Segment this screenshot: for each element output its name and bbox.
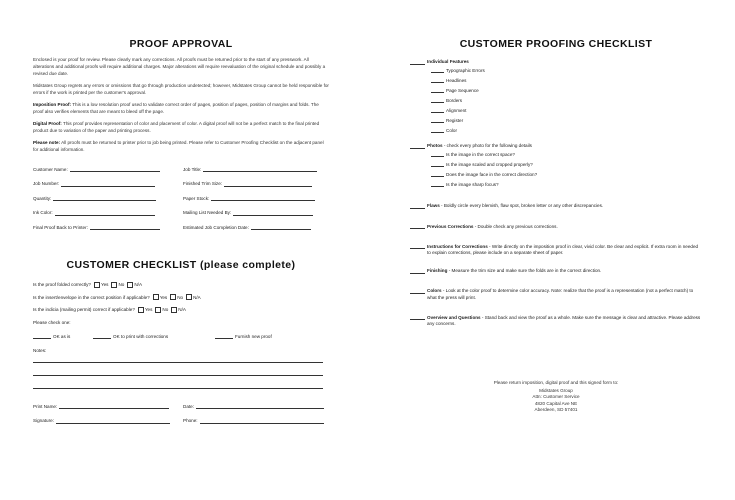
list-item: Is the image in the correct space?	[431, 149, 702, 159]
job-field-row	[33, 210, 329, 225]
digital-paragraph	[33, 120, 329, 134]
check-blank[interactable]	[431, 152, 444, 158]
check-blank[interactable]	[431, 87, 444, 93]
return-lead: Please return imposition, digital proof and this signed form to:	[493, 380, 619, 385]
list-item: Is the image scaled and cropped properly?	[431, 159, 702, 169]
note-paragraph	[33, 139, 329, 153]
instructions-item: Instructions for Corrections - Write directly on the imposition proof in clear, vivid color. Be clear and explicit. If extra room in needed to explain corrections, please include on a separate sheet of paper.	[410, 244, 702, 256]
colors-item: Colors - Look at the color proof to determine color accuracy. Note: realize that the proof is a representation (not a perfect match) to what the press will print.	[410, 288, 702, 300]
check-blank[interactable]	[410, 244, 425, 250]
previous-corrections-item: Previous Corrections - Double check any previous corrections.	[410, 224, 702, 230]
list-item: Color	[431, 125, 702, 135]
job-field-row	[33, 224, 329, 239]
imposition-text: This is a low resolution proof used to validate correct order of pages, position of pages, position of margins and folds. The proof also verifies elements that are meant to bleed off the page.	[33, 102, 319, 114]
photos-item: Photos - check every photo for the following details	[410, 143, 702, 149]
checkbox[interactable]	[153, 294, 159, 300]
list-item: Page Sequence	[431, 85, 702, 95]
flaws-item: Flaws - Boldly circle every blemish, flaw spot, broken letter or any other discrepancies.	[410, 203, 702, 209]
note-label: Please note:	[33, 140, 61, 145]
checkbox[interactable]	[170, 294, 176, 300]
check-blank[interactable]	[431, 172, 444, 178]
proof-approval-panel	[33, 38, 329, 432]
checkbox[interactable]	[127, 282, 133, 288]
job-info-fields	[33, 166, 329, 239]
checkbox[interactable]	[155, 307, 161, 313]
check-blank[interactable]	[431, 107, 444, 113]
digital-text: This proof provides representation of color and placement of color. A digital proof will not be a perfect match to the final printed product due to variation of the paper and printing process.	[33, 121, 320, 133]
finishing-item: Finishing - Measure the trim size and make sure the folds are in the correct direction.	[410, 268, 702, 274]
check-blank[interactable]	[431, 67, 444, 73]
list-item: Is the image sharp focus?	[431, 179, 702, 189]
address-line: 4820 Capital Ave NE	[534, 400, 578, 406]
job-field-row	[33, 181, 329, 196]
check-blank[interactable]	[410, 224, 425, 230]
check-blank[interactable]	[431, 127, 444, 133]
job-title-field[interactable]: Job Title:	[183, 166, 317, 172]
check-blank[interactable]	[410, 203, 425, 209]
job-field-row	[33, 195, 329, 210]
phone-field[interactable]: Phone:	[183, 418, 324, 424]
digital-label: Digital Proof:	[33, 121, 62, 126]
checkbox[interactable]	[171, 307, 177, 313]
mailing-list-field[interactable]: Mailing List Needed By:	[183, 210, 313, 216]
address-line: Aberdeen, SD 57401	[534, 407, 578, 412]
choice-blank[interactable]	[93, 334, 111, 340]
return-address-block	[410, 380, 702, 414]
check-blank[interactable]	[410, 288, 425, 294]
final-proof-field[interactable]: Final Proof Back to Printer:	[33, 224, 183, 230]
address-line: Midstates Group	[539, 387, 573, 393]
proofing-checklist-panel	[410, 38, 702, 327]
overview-item: Overview and Questions - Stand back and view the proof as a whole. Make sure the message is clear and attractive. Please address any concerns.	[410, 315, 702, 327]
signature-field[interactable]: Signature:	[33, 418, 183, 424]
ink-color-field[interactable]: Ink Color:	[33, 210, 183, 216]
approval-choices: OK as is OK to print with corrections Furnish new proof	[33, 329, 329, 345]
individual-features-item: Individual Features	[410, 59, 702, 65]
checkbox[interactable]	[186, 294, 192, 300]
quantity-field[interactable]: Quantity:	[33, 195, 183, 201]
check-blank[interactable]	[410, 59, 425, 65]
list-item: Headlines	[431, 75, 702, 85]
date-field[interactable]: Date:	[183, 403, 324, 409]
note-text: All proofs must be returned to printer prior to job being printed. Please refer to Customer Proofing Checklist on the adjacent panel for additional information.	[33, 140, 324, 152]
list-item: Typographic Errors	[431, 65, 702, 75]
customer-checklist-title: CUSTOMER CHECKLIST (please complete)	[66, 258, 296, 271]
job-number-field[interactable]: Job Number:	[33, 181, 183, 187]
signature-row	[33, 418, 329, 433]
print-name-field[interactable]: Print Name:	[33, 403, 183, 409]
check-blank[interactable]	[431, 97, 444, 103]
question-indicia: Is the indicia (mailing permit) correct if applicable? Yes No N/A	[33, 307, 186, 313]
list-item: Register	[431, 115, 702, 125]
imposition-paragraph	[33, 101, 329, 115]
list-item: Borders	[431, 95, 702, 105]
check-blank[interactable]	[431, 117, 444, 123]
imposition-label: Imposition Proof:	[33, 102, 72, 107]
job-field-row	[33, 166, 329, 181]
signature-row	[33, 403, 329, 418]
list-item: Does the image face in the correct direction?	[431, 169, 702, 179]
check-blank[interactable]	[410, 268, 425, 274]
check-blank[interactable]	[431, 162, 444, 168]
question-insert: Is the insert/envelope in the correct position if applicable? Yes No N/A	[33, 294, 201, 300]
disclaimer-paragraph: Midstates Group regrets any errors or omissions that go through production undetected; however, Midstates Group cannot be held responsible for errors if the work is printed per the customer's approval.	[33, 83, 329, 95]
customer-name-field[interactable]: Customer Name:	[33, 166, 183, 172]
paper-stock-field[interactable]: Paper Stock:	[183, 195, 315, 201]
proof-approval-title: PROOF APPROVAL	[129, 38, 233, 50]
question-folded: Is the proof folded correctly? Yes No N/A	[33, 282, 143, 288]
completion-date-field[interactable]: Estimated Job Completion Date:	[183, 224, 311, 230]
list-item: Alignment	[431, 105, 702, 115]
check-one-label: Please check one:	[33, 319, 71, 325]
intro-paragraph: Enclosed is your proof for review. Please clearly mark any corrections. All proofs must be returned prior to the start of any presswork. All alterations and additional proofs will require additional charges. Major alterations will require reevaluation of the original schedule and possibly a revised due date.	[33, 57, 326, 76]
features-list	[410, 65, 702, 135]
check-blank[interactable]	[431, 77, 444, 83]
notes-label: Notes:	[33, 348, 47, 354]
checkbox[interactable]	[111, 282, 117, 288]
trim-size-field[interactable]: Finished Trim Size:	[183, 181, 312, 187]
choice-blank[interactable]	[33, 334, 51, 340]
checkbox[interactable]	[94, 282, 100, 288]
check-blank[interactable]	[431, 182, 444, 188]
notes-lines[interactable]	[33, 357, 329, 389]
check-blank[interactable]	[410, 315, 425, 321]
address-line: Attn: Customer Service	[532, 394, 580, 399]
choice-blank[interactable]	[215, 334, 233, 340]
proofing-checklist-title: CUSTOMER PROOFING CHECKLIST	[459, 38, 653, 50]
checkbox[interactable]	[138, 307, 144, 313]
check-blank[interactable]	[410, 143, 425, 149]
photo-checks-list	[410, 149, 702, 189]
